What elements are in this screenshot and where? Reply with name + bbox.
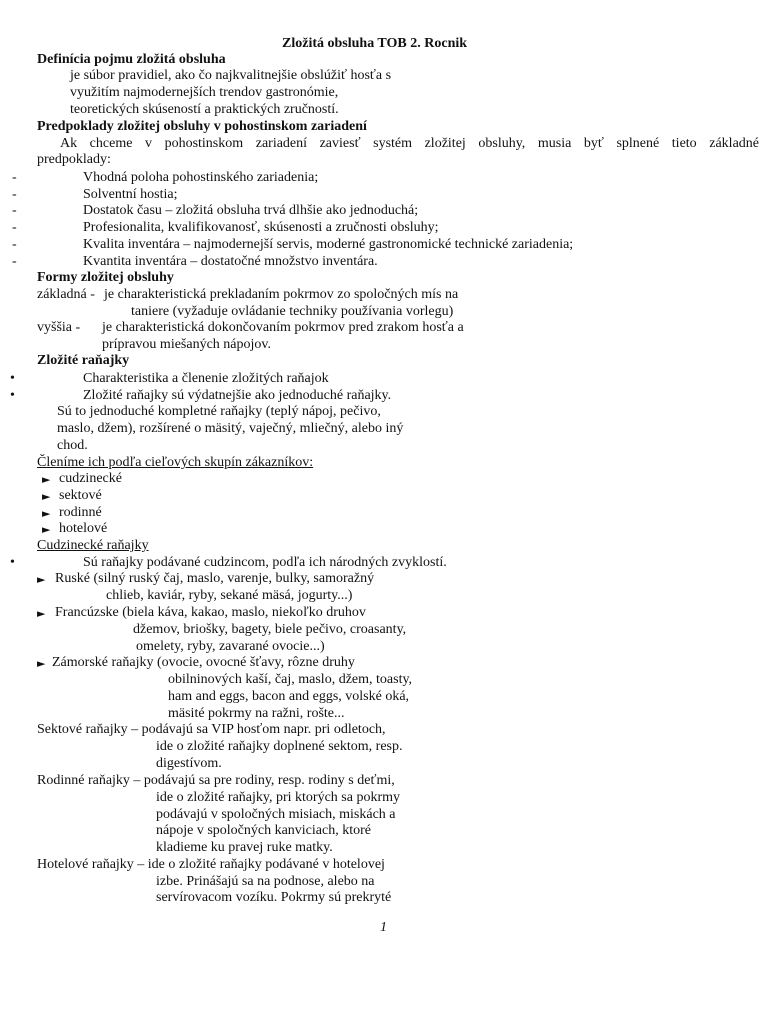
dash-marker: - (12, 203, 17, 218)
text-line: je súbor pravidiel, ako čo najkvalitnejšie obslúžiť hosťa s (70, 68, 392, 83)
text-line: chod. (57, 438, 88, 453)
text-line: digestívom. (156, 756, 222, 771)
list-item: Kvalita inventára – najmodernejší servis, moderné gastronomické technické zariadenia; (83, 237, 574, 252)
text-line: je charakteristická prekladaním pokrmov zo spoločných mís na (104, 287, 459, 302)
text-line: Hotelové raňajky – ide o zložité raňajky podávané v hotelovej (37, 857, 385, 872)
section-heading-definicia: Definícia pojmu zložitá obsluha (37, 52, 226, 67)
term-zakladna: základná - (37, 287, 95, 302)
dash-marker: - (12, 220, 17, 235)
arrow-icon: ► (42, 473, 51, 486)
list-item: hotelové (59, 521, 108, 536)
list-item: Solventní hostia; (83, 187, 178, 202)
arrow-icon: ► (37, 607, 46, 620)
text-line: džemov, briošky, bagety, biele pečivo, croasanty, (133, 622, 407, 637)
text-line: nápoje v spoločných kanviciach, ktoré (156, 823, 371, 838)
subheading-cudzinecke: Cudzinecké raňajky (37, 538, 149, 553)
bullet-marker: • (10, 555, 15, 570)
text-line: teoretických skúseností a praktických zručností. (70, 102, 339, 117)
text-line: ide o zložité raňajky, pri ktorých sa pokrmy (156, 790, 401, 805)
text-line: Francúzske (biela káva, kakao, maslo, niekoľko druhov (55, 605, 366, 620)
arrow-icon: ► (37, 657, 46, 670)
list-item: Vhodná poloha pohostinského zariadenia; (83, 170, 319, 185)
text-line: Ak chceme v pohostinskom zariadení zaviesť systém zložitej obsluhy, musia byť splnené tieto základné (60, 136, 759, 151)
list-item: Sú raňajky podávané cudzincom, podľa ich národných zvyklostí. (83, 555, 447, 570)
text-line: servírovacom vozíku. Pokrmy sú prekryté (156, 890, 392, 905)
text-line: Rodinné raňajky – podávajú sa pre rodiny, resp. rodiny s deťmi, (37, 773, 395, 788)
text-line: prípravou miešaných nápojov. (102, 337, 271, 352)
text-line: využitím najmodernejších trendov gastronómie, (70, 85, 339, 100)
text-line: podávajú v spoločných misiach, miskách a (156, 807, 396, 822)
arrow-icon: ► (42, 523, 51, 536)
text-line: ham and eggs, bacon and eggs, volské oká, (168, 689, 410, 704)
list-item: Dostatok času – zložitá obsluha trvá dlhšie ako jednoduchá; (83, 203, 419, 218)
text-line: Sú to jednoduché kompletné raňajky (teplý nápoj, pečivo, (57, 404, 381, 419)
dash-marker: - (12, 254, 17, 269)
section-heading-predpoklady: Predpoklady zložitej obsluhy v pohostinskom zariadení (37, 119, 367, 134)
page-number: 1 (380, 920, 387, 935)
arrow-icon: ► (42, 490, 51, 503)
list-item: Kvantita inventára – dostatočné množstvo inventára. (83, 254, 378, 269)
text-line: Ruské (silný ruský čaj, maslo, varenje, bulky, samoražný (55, 571, 375, 586)
text-line: obilninových kaší, čaj, maslo, džem, toasty, (168, 672, 413, 687)
text-line: chlieb, kaviár, ryby, sekané mäsá, jogurty...) (106, 588, 353, 603)
list-item: rodinné (59, 505, 102, 520)
arrow-icon: ► (37, 573, 46, 586)
text-line: taniere (vyžaduje ovládanie techniky používania vorlegu) (131, 304, 454, 319)
text-line: Zámorské raňajky (ovocie, ovocné šťavy, rôzne druhy (52, 655, 355, 670)
list-item: cudzinecké (59, 471, 122, 486)
text-line: omelety, ryby, zavarané ovocie...) (136, 639, 325, 654)
text-line: predpoklady: (37, 152, 111, 167)
term-vyssia: vyššia - (37, 320, 81, 335)
section-heading-ranajky: Zložité raňajky (37, 353, 130, 368)
dash-marker: - (12, 170, 17, 185)
text-line: izbe. Prinášajú sa na podnose, alebo na (156, 874, 375, 889)
bullet-marker: • (10, 388, 15, 403)
list-item: Zložité raňajky sú výdatnejšie ako jednoduché raňajky. (83, 388, 392, 403)
text-line: kladieme ku pravej ruke matky. (156, 840, 333, 855)
list-item: sektové (59, 488, 102, 503)
text-line: Sektové raňajky – podávajú sa VIP hosťom napr. pri odletoch, (37, 722, 386, 737)
subheading-clenime: Členíme ich podľa cieľových skupín zákazníkov: (37, 455, 314, 470)
arrow-icon: ► (42, 507, 51, 520)
section-heading-formy: Formy zložitej obsluhy (37, 270, 174, 285)
dash-marker: - (12, 187, 17, 202)
list-item: Charakteristika a členenie zložitých raňajok (83, 371, 329, 386)
list-item: Profesionalita, kvalifikovanosť, skúsenosti a zručnosti obsluhy; (83, 220, 439, 235)
text-line: maslo, džem), rozšírené o mäsitý, vaječný, mliečný, alebo iný (57, 421, 404, 436)
text-line: ide o zložité raňajky doplnené sektom, resp. (156, 739, 403, 754)
text-line: mäsité pokrmy na ražni, rošte... (168, 706, 345, 721)
document-title: Zložitá obsluha TOB 2. Rocnik (282, 36, 468, 51)
bullet-marker: • (10, 371, 15, 386)
dash-marker: - (12, 237, 17, 252)
text-line: je charakteristická dokončovaním pokrmov pred zrakom hosťa a (102, 320, 464, 335)
